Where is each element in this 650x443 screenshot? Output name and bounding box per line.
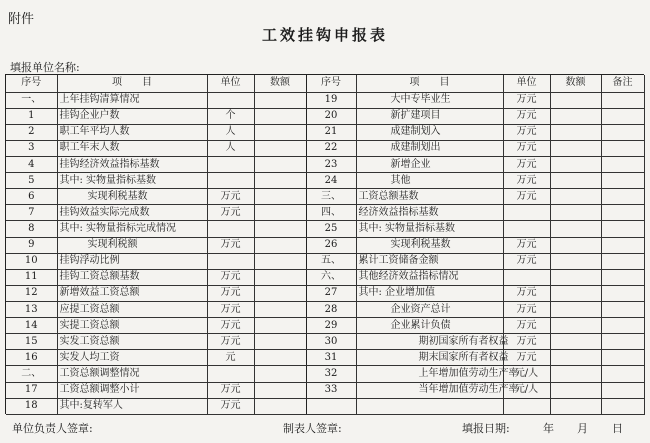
table-row	[6, 366, 644, 382]
row-number: 五、	[306, 253, 356, 269]
row-item-label: 期末国家所有者权益	[356, 350, 503, 366]
amount-cell	[550, 205, 601, 221]
amount-cell	[254, 108, 306, 124]
amount-cell	[550, 173, 601, 189]
row-number: 14	[6, 318, 57, 334]
amount-cell	[550, 398, 601, 414]
remarks-cell	[601, 221, 644, 237]
row-number: 2	[6, 124, 57, 140]
amount-cell	[254, 269, 306, 285]
row-item-label: 职工年末人数	[57, 140, 207, 156]
remarks-cell	[601, 156, 644, 172]
row-number: 28	[306, 301, 356, 317]
remarks-cell	[601, 350, 644, 366]
row-item-label	[356, 398, 503, 414]
row-unit: 万元	[503, 173, 550, 189]
header-cell: 项 目	[57, 75, 207, 92]
row-item-label: 实现利税额	[57, 237, 207, 253]
row-number: 29	[306, 318, 356, 334]
remarks-cell	[601, 334, 644, 350]
amount-cell	[254, 398, 306, 414]
row-number: 6	[6, 189, 57, 205]
remarks-cell	[601, 108, 644, 124]
row-number: 二、	[6, 366, 57, 382]
table-row	[6, 237, 644, 253]
amount-cell	[254, 301, 306, 317]
row-number: 13	[6, 301, 57, 317]
row-item-label: 新增企业	[356, 156, 503, 172]
row-item-label: 企业资产总计	[356, 301, 503, 317]
attachment-label: 附件	[8, 12, 35, 27]
row-number: 17	[6, 382, 57, 398]
row-item-label: 其中: 实物量指标基数	[356, 221, 503, 237]
row-unit	[207, 221, 254, 237]
header-cell: 序号	[306, 75, 356, 92]
amount-cell	[550, 156, 601, 172]
row-item-label: 实现利税基数	[356, 237, 503, 253]
amount-cell	[550, 189, 601, 205]
row-unit	[207, 156, 254, 172]
table-row	[6, 253, 644, 269]
header-cell: 数额	[550, 75, 601, 92]
row-number: 26	[306, 237, 356, 253]
amount-cell	[550, 140, 601, 156]
header-cell: 单位	[503, 75, 550, 92]
row-unit	[207, 253, 254, 269]
leader-signature-label: 单位负责人签章:	[12, 422, 93, 435]
remarks-cell	[601, 124, 644, 140]
header-cell: 项 目	[356, 75, 503, 92]
row-number: 15	[6, 334, 57, 350]
row-number: 8	[6, 221, 57, 237]
table-row	[6, 350, 644, 366]
amount-cell	[550, 285, 601, 301]
row-number: 4	[6, 156, 57, 172]
amount-cell	[254, 382, 306, 398]
remarks-cell	[601, 301, 644, 317]
date-year-label: 年	[543, 422, 554, 435]
row-item-label: 期初国家所有者权益	[356, 334, 503, 350]
amount-cell	[254, 366, 306, 382]
row-item-label: 其中: 实物量指标基数	[57, 173, 207, 189]
row-number: 六、	[306, 269, 356, 285]
row-item-label: 挂钩效益实际完成数	[57, 205, 207, 221]
row-unit: 万元	[207, 285, 254, 301]
table-row	[6, 221, 644, 237]
remarks-cell	[601, 173, 644, 189]
remarks-cell	[601, 398, 644, 414]
row-unit: 元/人	[503, 382, 550, 398]
amount-cell	[550, 108, 601, 124]
row-unit: 万元	[503, 140, 550, 156]
row-number: 18	[6, 398, 57, 414]
row-number: 24	[306, 173, 356, 189]
row-number: 33	[306, 382, 356, 398]
row-number: 一、	[6, 92, 57, 108]
amount-cell	[254, 237, 306, 253]
table-row	[6, 140, 644, 156]
row-item-label: 上年挂钩清算情况	[57, 92, 207, 108]
row-unit: 万元	[503, 285, 550, 301]
table-row	[6, 269, 644, 285]
row-unit	[503, 398, 550, 414]
row-item-label: 工资总额调整情况	[57, 366, 207, 382]
amount-cell	[550, 382, 601, 398]
row-unit: 万元	[503, 253, 550, 269]
header-cell: 数额	[254, 75, 306, 92]
row-unit: 万元	[207, 189, 254, 205]
table-row	[6, 92, 644, 108]
row-item-label: 当年增加值劳动生产率	[356, 382, 503, 398]
amount-cell	[254, 124, 306, 140]
row-unit: 万元	[503, 124, 550, 140]
table-row	[6, 124, 644, 140]
row-number: 30	[306, 334, 356, 350]
row-unit: 万元	[503, 301, 550, 317]
remarks-cell	[601, 366, 644, 382]
row-number: 21	[306, 124, 356, 140]
row-unit	[503, 269, 550, 285]
row-unit: 元/人	[503, 366, 550, 382]
row-number: 19	[306, 92, 356, 108]
row-number: 11	[6, 269, 57, 285]
row-number: 12	[6, 285, 57, 301]
row-unit: 万元	[503, 108, 550, 124]
remarks-cell	[601, 285, 644, 301]
date-label: 填报日期:	[462, 422, 510, 435]
row-unit: 万元	[207, 318, 254, 334]
row-number: 32	[306, 366, 356, 382]
row-unit: 人	[207, 124, 254, 140]
row-unit: 人	[207, 140, 254, 156]
row-unit: 万元	[503, 189, 550, 205]
table-row	[6, 301, 644, 317]
row-unit: 万元	[207, 398, 254, 414]
reporting-unit-label: 填报单位名称:	[10, 61, 80, 74]
row-unit: 元	[207, 350, 254, 366]
table-row	[6, 205, 644, 221]
row-unit	[207, 173, 254, 189]
row-number: 三、	[306, 189, 356, 205]
row-item-label: 成建制划出	[356, 140, 503, 156]
amount-cell	[254, 285, 306, 301]
amount-cell	[550, 301, 601, 317]
row-unit: 万元	[503, 156, 550, 172]
row-unit: 万元	[503, 92, 550, 108]
amount-cell	[550, 124, 601, 140]
row-number: 1	[6, 108, 57, 124]
row-unit: 万元	[207, 334, 254, 350]
amount-cell	[550, 237, 601, 253]
remarks-cell	[601, 140, 644, 156]
row-item-label: 其中: 实物量指标完成情况	[57, 221, 207, 237]
page-title: 工效挂钩申报表	[261, 26, 388, 44]
table-row	[6, 285, 644, 301]
header-cell: 备注	[601, 75, 644, 92]
amount-cell	[254, 173, 306, 189]
row-item-label: 挂钩企业户数	[57, 108, 207, 124]
row-unit: 个	[207, 108, 254, 124]
row-unit: 万元	[503, 318, 550, 334]
row-item-label: 应提工资总额	[57, 301, 207, 317]
row-number: 16	[6, 350, 57, 366]
row-unit	[207, 366, 254, 382]
amount-cell	[254, 92, 306, 108]
row-item-label: 经济效益指标基数	[356, 205, 503, 221]
table-row	[6, 318, 644, 334]
row-item-label: 职工年平均人数	[57, 124, 207, 140]
amount-cell	[550, 253, 601, 269]
row-item-label: 新增效益工资总额	[57, 285, 207, 301]
amount-cell	[550, 318, 601, 334]
remarks-cell	[601, 189, 644, 205]
row-item-label: 挂钩经济效益指标基数	[57, 156, 207, 172]
row-item-label: 实提工资总额	[57, 318, 207, 334]
row-item-label: 实发工资总额	[57, 334, 207, 350]
amount-cell	[550, 334, 601, 350]
row-item-label: 其中: 企业增加值	[356, 285, 503, 301]
row-unit: 万元	[207, 205, 254, 221]
row-item-label: 企业累计负债	[356, 318, 503, 334]
row-number	[306, 398, 356, 414]
amount-cell	[550, 269, 601, 285]
remarks-cell	[601, 253, 644, 269]
row-item-label: 其他	[356, 173, 503, 189]
row-item-label: 其他经济效益指标情况	[356, 269, 503, 285]
table-row	[6, 108, 644, 124]
header-cell: 序号	[6, 75, 57, 92]
row-item-label: 工资总额调整小计	[57, 382, 207, 398]
amount-cell	[254, 156, 306, 172]
amount-cell	[254, 318, 306, 334]
amount-cell	[254, 221, 306, 237]
table-row	[6, 189, 644, 205]
row-number: 31	[306, 350, 356, 366]
remarks-cell	[601, 92, 644, 108]
date-month-label: 月	[577, 422, 588, 435]
row-item-label: 大中专毕业生	[356, 92, 503, 108]
table-row	[6, 398, 644, 414]
amount-cell	[550, 366, 601, 382]
amount-cell	[254, 350, 306, 366]
row-number: 9	[6, 237, 57, 253]
preparer-signature-label: 制表人签章:	[283, 422, 342, 435]
row-unit	[207, 92, 254, 108]
row-item-label: 挂钩浮动比例	[57, 253, 207, 269]
amount-cell	[550, 92, 601, 108]
row-unit: 万元	[503, 237, 550, 253]
row-number: 7	[6, 205, 57, 221]
amount-cell	[254, 334, 306, 350]
amount-cell	[254, 205, 306, 221]
row-item-label: 其中:复转军人	[57, 398, 207, 414]
row-number: 23	[306, 156, 356, 172]
row-unit: 万元	[207, 301, 254, 317]
row-number: 3	[6, 140, 57, 156]
remarks-cell	[601, 269, 644, 285]
amount-cell	[550, 221, 601, 237]
remarks-cell	[601, 237, 644, 253]
amount-cell	[254, 189, 306, 205]
row-unit	[503, 221, 550, 237]
date-day-label: 日	[612, 422, 623, 435]
row-unit: 万元	[503, 350, 550, 366]
table-row	[6, 382, 644, 398]
row-number: 27	[306, 285, 356, 301]
header-cell: 单位	[207, 75, 254, 92]
row-unit	[503, 205, 550, 221]
remarks-cell	[601, 382, 644, 398]
row-number: 22	[306, 140, 356, 156]
row-unit: 万元	[503, 334, 550, 350]
table-row	[6, 173, 644, 189]
table-row	[6, 334, 644, 350]
row-item-label: 工资总额基数	[356, 189, 503, 205]
row-item-label: 成建制划入	[356, 124, 503, 140]
row-number: 10	[6, 253, 57, 269]
amount-cell	[254, 253, 306, 269]
remarks-cell	[601, 318, 644, 334]
report-table	[5, 74, 644, 414]
row-item-label: 实现利税基数	[57, 189, 207, 205]
row-item-label: 上年增加值劳动生产率	[356, 366, 503, 382]
row-unit: 万元	[207, 237, 254, 253]
row-item-label: 挂钩工资总额基数	[57, 269, 207, 285]
row-number: 25	[306, 221, 356, 237]
row-number: 四、	[306, 205, 356, 221]
row-item-label: 实发人均工资	[57, 350, 207, 366]
table-row	[6, 156, 644, 172]
table-header-row	[6, 75, 644, 92]
amount-cell	[254, 140, 306, 156]
row-number: 5	[6, 173, 57, 189]
row-unit: 万元	[207, 269, 254, 285]
row-item-label: 累计工资储备金额	[356, 253, 503, 269]
remarks-cell	[601, 205, 644, 221]
row-unit: 万元	[207, 382, 254, 398]
row-number: 20	[306, 108, 356, 124]
amount-cell	[550, 350, 601, 366]
row-item-label: 新扩建项目	[356, 108, 503, 124]
